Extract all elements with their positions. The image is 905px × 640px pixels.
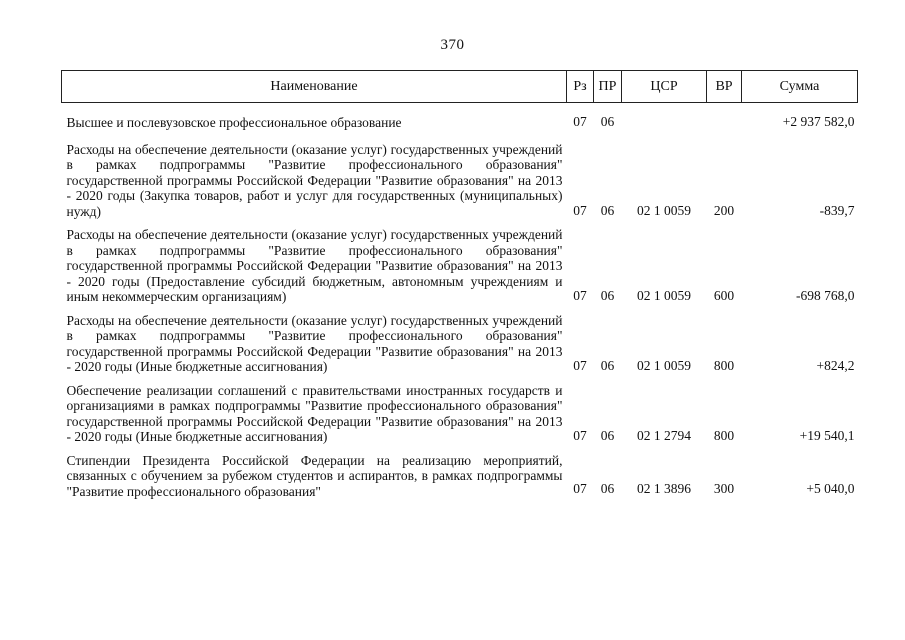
row-name: Высшее и послевузовское профессиональное образование xyxy=(66,115,402,130)
table-body xyxy=(62,103,858,500)
header-pr: ПР xyxy=(594,71,622,103)
row-name: Стипендии Президента Российской Федерации на реализацию мероприятий, связанных с обучением за рубежом студентов и аспирантов, в рамках подпрограммы "Развитие профессионального образования" xyxy=(66,452,563,499)
row-pr: 06 xyxy=(600,428,615,443)
header-csr: ЦСР xyxy=(622,71,707,103)
table-row xyxy=(62,377,858,447)
table-row xyxy=(62,103,858,133)
table-row xyxy=(62,307,858,377)
row-csr: 02 1 0059 xyxy=(637,288,691,303)
table-header xyxy=(62,71,858,103)
row-rz: 07 xyxy=(573,358,587,373)
row-sum: +19 540,1 xyxy=(799,428,855,443)
row-rz: 07 xyxy=(573,480,587,496)
header-rz: Рз xyxy=(567,71,594,103)
table-row xyxy=(62,447,858,500)
row-sum: +5 040,0 xyxy=(806,480,855,496)
row-pr: 06 xyxy=(600,114,615,129)
budget-table xyxy=(61,70,858,499)
row-rz: 07 xyxy=(573,288,587,303)
row-name: Расходы на обеспечение деятельности (оказание услуг) государственных учреждений в рамках подпрограммы "Развитие профессионального образования" государственной программы Российской Федерации "Развитие образования" на 2013 - 2020 годы (Иные бюджетные ассигнования) xyxy=(66,312,563,374)
table-row xyxy=(62,221,858,307)
row-vr: 600 xyxy=(713,288,735,303)
header-vr: ВР xyxy=(707,71,742,103)
header-row xyxy=(62,71,858,103)
row-sum: +824,2 xyxy=(816,358,855,373)
row-vr: 300 xyxy=(713,480,735,496)
row-rz: 07 xyxy=(573,428,587,443)
row-vr: 200 xyxy=(713,202,735,218)
row-vr: 800 xyxy=(713,358,735,373)
row-pr: 06 xyxy=(600,288,615,303)
row-vr: 800 xyxy=(713,428,735,443)
row-csr: 02 1 0059 xyxy=(637,202,691,218)
row-sum: -839,7 xyxy=(819,202,855,218)
row-rz: 07 xyxy=(573,202,587,218)
row-pr: 06 xyxy=(600,202,615,218)
row-csr: 02 1 3896 xyxy=(637,480,691,496)
header-name: Наименование xyxy=(62,71,567,103)
row-csr xyxy=(622,103,707,133)
table-row xyxy=(62,133,858,222)
row-pr: 06 xyxy=(600,480,615,496)
row-name: Обеспечение реализации соглашений с правительствами иностранных государств и организациями в рамках подпрограммы "Развитие профессионального образования" государственной программы Российской Федерации "Развитие образования" на 2013 - 2020 годы (Иные бюджетные ассигнования) xyxy=(66,382,563,444)
header-sum: Сумма xyxy=(742,71,858,103)
row-rz: 07 xyxy=(573,114,587,129)
row-vr xyxy=(707,103,742,133)
row-sum: -698 768,0 xyxy=(796,288,855,303)
page-number: 370 xyxy=(440,37,465,53)
row-name: Расходы на обеспечение деятельности (оказание услуг) государственных учреждений в рамках подпрограммы "Развитие профессионального образования" государственной программы Российской Федерации "Развитие образования" на 2013 - 2020 годы (Закупка товаров, работ и услуг для государственных (муниципальных) нужд) xyxy=(66,141,563,219)
row-csr: 02 1 0059 xyxy=(637,358,691,373)
row-pr: 06 xyxy=(600,358,615,373)
row-csr: 02 1 2794 xyxy=(637,428,691,443)
row-sum: +2 937 582,0 xyxy=(782,114,855,129)
row-name: Расходы на обеспечение деятельности (оказание услуг) государственных учреждений в рамках подпрограммы "Развитие профессионального образования" государственной программы Российской Федерации "Развитие образования" на 2013 - 2020 годы (Предоставление субсидий бюджетным, автономным учреждениям и иным некоммерческим организациям) xyxy=(66,227,563,304)
